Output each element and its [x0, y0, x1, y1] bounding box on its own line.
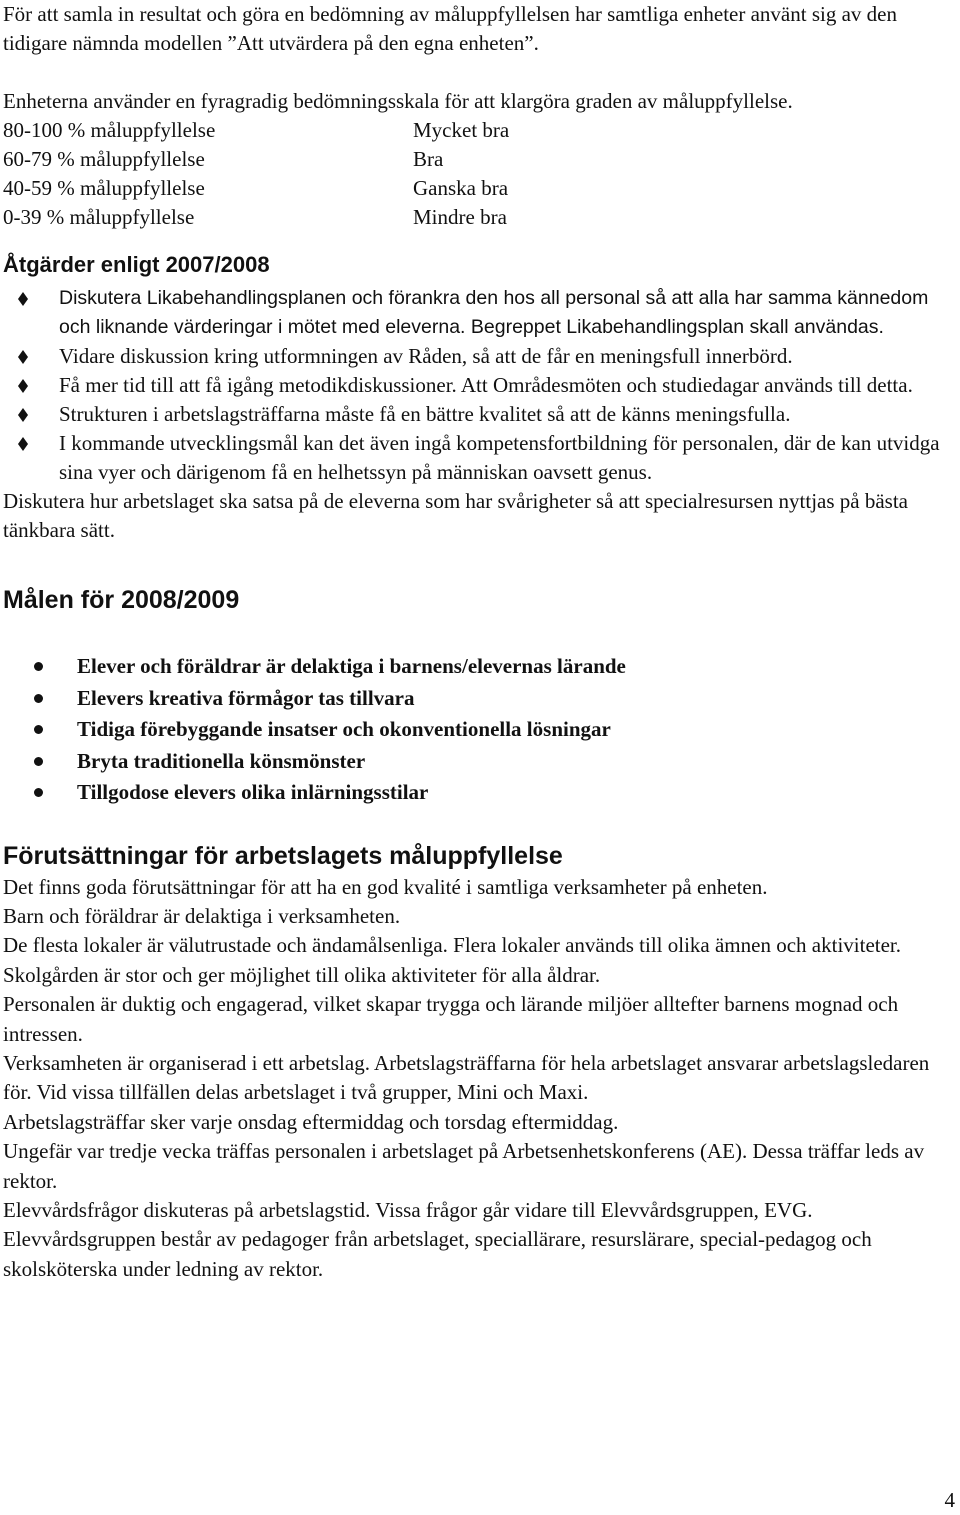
goal-text: Elever och föräldrar är delaktiga i barnens/elevernas lärande: [77, 654, 626, 678]
list-item: [3, 342, 955, 371]
body-paragraph: Barn och föräldrar är delaktiga i verksamheten.: [3, 903, 401, 928]
section-heading-atgarder: Åtgärder enligt 2007/2008: [3, 252, 270, 277]
list-item-text: Diskutera Likabehandlingsplanen och förankra den hos all personal så att alla har samma kännedom och liknande värderingar i mötet med eleverna. Begreppet Likabehandlingsplan skall användas.: [59, 287, 929, 338]
body-paragraph: Elevvårdsgruppen består av pedagoger från arbetslaget, speciallärare, resurslärare, special-pedagog och skolsköterska under ledning av rektor.: [3, 1227, 872, 1281]
list-item: [3, 371, 955, 400]
diamond-bullet-icon: [18, 437, 28, 451]
list-item-text: I kommande utvecklingsmål kan det även ingå kompetensfortbildning för personalen, där de kan utvidga sina vyer och därigenom få en helhetssyn på människan oavsett genus.: [59, 431, 940, 484]
diamond-bullet-icon: [18, 292, 28, 306]
scale-range: 40-59 % måluppfyllelse: [3, 176, 205, 200]
body-paragraph: Personalen är duktig och engagerad, vilket skapar trygga och lärande miljöer alltefter barnens mognad och intressen.: [3, 992, 899, 1046]
body-paragraph: De flesta lokaler är välutrustade och ändamålsenliga. Flera lokaler används till olika ämnen och aktiviteter. Skolgården är stor och ger möjlighet till olika aktiviteter för alla åldrar.: [3, 933, 902, 987]
body-paragraph: Det finns goda förutsättningar för att ha en god kvalité i samtliga verksamheter på enheten.: [3, 874, 768, 899]
scale-row: [3, 203, 955, 232]
diamond-bullet-icon: [18, 350, 28, 364]
scale-row: [3, 116, 955, 145]
body-paragraph: Diskutera hur arbetslaget ska satsa på de eleverna som har svårigheter så att specialresursen nyttjas på bästa tänkbara sätt.: [3, 489, 908, 542]
scale-range: 60-79 % måluppfyllelse: [3, 147, 205, 171]
assessment-scale: [3, 116, 955, 232]
goal-item: [3, 777, 955, 809]
goal-text: Elevers kreativa förmågor tas tillvara: [77, 685, 415, 710]
goals-list: [3, 651, 955, 809]
list-item: [3, 429, 955, 487]
scale-range: 80-100 % måluppfyllelse: [3, 118, 216, 142]
bullet-dot-icon: [34, 694, 43, 703]
scale-grade: Mycket bra: [413, 118, 510, 142]
scale-range: 0-39 % måluppfyllelse: [3, 205, 195, 229]
goal-item: [3, 746, 955, 778]
list-item: [3, 400, 955, 429]
document-page: [3, 0, 955, 1284]
page-number: 4: [944, 1488, 955, 1512]
goal-text: Bryta traditionella könsmönster: [77, 748, 366, 773]
scale-grade: Ganska bra: [413, 176, 509, 200]
scale-grade: Bra: [413, 147, 444, 171]
section-heading-malen: Målen för 2008/2009: [3, 586, 240, 614]
list-item-text: Vidare diskussion kring utformningen av Råden, så att de får en meningsfull innerbörd.: [59, 344, 793, 368]
bullet-dot-icon: [34, 757, 43, 766]
diamond-bullet-icon: [18, 379, 28, 393]
goal-text: Tillgodose elevers olika inlärningsstilar: [77, 780, 429, 804]
goal-text: Tidiga förebyggande insatser och okonventionella lösningar: [77, 717, 611, 741]
bullet-dot-icon: [34, 788, 43, 797]
body-paragraph: Ungefär var tredje vecka träffas personalen i arbetslaget på Arbetsenhetskonferens (AE). Dessa träffar leds av rektor.: [3, 1139, 925, 1193]
body-paragraph: Elevvårdsfrågor diskuteras på arbetslagstid. Vissa frågor går vidare till Elevvårdsgruppen, EVG.: [3, 1197, 813, 1222]
actions-list: [3, 284, 955, 487]
bullet-dot-icon: [34, 662, 43, 671]
scale-intro-paragraph: Enheterna använder en fyragradig bedömningsskala för att klargöra graden av måluppfyllelse.: [3, 89, 793, 113]
goal-item: [3, 714, 955, 746]
list-item-text: Strukturen i arbetslagsträffarna måste få en bättre kvalitet så att de känns meningsfulla.: [59, 402, 791, 426]
section-heading-forutsattningar: Förutsättningar för arbetslagets måluppfyllelse: [3, 841, 563, 870]
bullet-dot-icon: [34, 725, 43, 734]
scale-row: [3, 174, 955, 203]
diamond-bullet-icon: [18, 408, 28, 422]
scale-grade: Mindre bra: [413, 205, 507, 229]
goal-item: [3, 651, 955, 683]
intro-paragraph: För att samla in resultat och göra en bedömning av måluppfyllelsen har samtliga enheter använt sig av den tidigare nämnda modellen ”Att utvärdera på den egna enheten”.: [3, 2, 897, 55]
body-paragraph: Verksamheten är organiserad i ett arbetslag. Arbetslagsträffarna för hela arbetslaget ansvarar arbetslagsledaren för. Vid vissa tillfällen delas arbetslaget i två grupper, Mini och Maxi.: [3, 1050, 930, 1105]
goal-item: [3, 683, 955, 715]
scale-row: [3, 145, 955, 174]
list-item: [3, 284, 955, 342]
spacer: [3, 58, 955, 87]
list-item-text: Få mer tid till att få igång metodikdiskussioner. Att Områdesmöten och studiedagar används till detta.: [59, 373, 913, 397]
body-paragraph: Arbetslagsträffar sker varje onsdag eftermiddag och torsdag eftermiddag.: [3, 1109, 619, 1134]
forutsattningar-body: [3, 873, 955, 1285]
